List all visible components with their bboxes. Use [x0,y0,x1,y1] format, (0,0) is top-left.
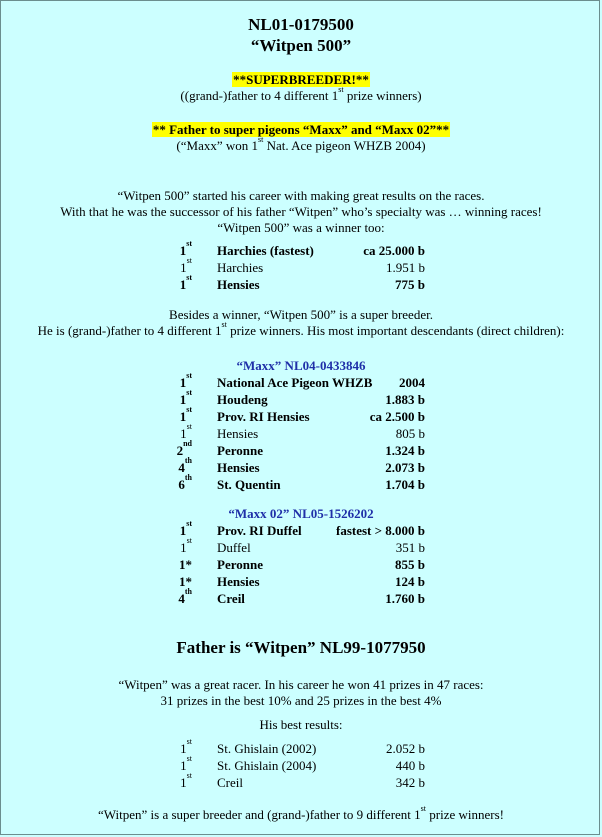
result-place: 1st [180,737,192,756]
result-value: 775 b [395,277,425,292]
father-results [1,737,601,791]
result-value: 342 b [395,775,425,790]
result-race: Peronne [217,443,263,458]
maxx-results [1,371,601,493]
maxx02-results [1,519,601,607]
intro-line-3: “Witpen 500” was a winner too: [217,220,385,235]
result-value: ca 25.000 b [363,243,425,258]
result-row [1,587,601,607]
superbreeder-badge: **SUPERBREEDER!** [233,72,369,87]
result-row [1,239,601,259]
result-row [1,273,601,293]
result-value: 124 b [395,574,425,589]
result-place: 6th [178,473,192,492]
intro-line-1: “Witpen 500” started his career with making great results on the races. [117,188,485,203]
result-place: 1st [179,519,192,538]
result-row [1,388,601,408]
result-value: 2.073 b [385,460,425,475]
result-place: 4th [178,456,192,475]
result-place: 1st [179,388,192,407]
result-race: Harchies (fastest) [217,243,314,258]
result-value: 2.052 b [386,741,425,756]
result-value: 440 b [395,758,425,773]
result-race: National Ace Pigeon WHZB [217,375,373,390]
result-value: 1.760 b [385,591,425,606]
result-race: St. Ghislain (2004) [217,758,317,773]
result-race: Prov. RI Duffel [217,523,302,538]
result-row [1,371,601,391]
father-line-1: “Witpen” was a great racer. In his career he won 41 prizes in 47 races: [118,677,484,692]
superbreeder-note: ((grand-)father to 4 different 1st prize winners) [180,85,422,103]
result-place: 1st [180,536,192,555]
father-title: Father is “Witpen” NL99-1077950 [176,638,426,657]
result-row [1,754,601,774]
result-row [1,771,601,791]
result-value: 1.704 b [385,477,425,492]
witpen500-results [1,239,601,293]
result-value: 1.951 b [386,260,425,275]
result-value: 805 b [395,426,425,441]
result-row [1,473,601,493]
result-race: Peronne [217,557,263,572]
result-row [1,456,601,476]
result-value: ca 2.500 b [369,409,425,424]
result-place: 1st [180,771,192,790]
result-value: 1.324 b [385,443,425,458]
result-row [1,573,601,590]
result-row [1,439,601,459]
result-place: 4th [178,587,192,606]
closing-line: “Witpen” is a super breeder and (grand-)father to 9 different 1st prize winners! [98,804,504,822]
result-row [1,422,601,442]
ring-number: NL01-0179500 [248,15,354,34]
result-place: 1st [180,422,192,441]
result-race: Duffel [217,540,251,555]
result-race: Hensies [217,574,260,589]
pigeon-name: “Witpen 500” [250,36,352,55]
result-race: Harchies [217,260,264,275]
father-to-badge-line [1,122,601,138]
result-value: 855 b [395,557,425,572]
result-row [1,536,601,556]
result-row [1,519,601,539]
father-line-2: 31 prizes in the best 10% and 25 prizes in the best 4% [160,693,442,708]
maxx-title: “Maxx” NL04-0433846 [236,358,366,373]
breeder-line-1: Besides a winner, “Witpen 500” is a super breeder. [169,307,433,322]
result-race: Hensies [217,460,260,475]
result-place: 2nd [176,439,192,458]
result-race: Hensies [217,277,260,292]
result-race: Hensies [217,426,259,441]
result-place: 1st [179,273,192,292]
result-place: 1* [179,574,192,589]
result-place: 1st [180,256,192,275]
result-row [1,556,601,573]
breeder-line-2: He is (grand-)father to 4 different 1st prize winners. His most important descendants (direct children): [37,320,565,338]
result-race: St. Ghislain (2002) [217,741,317,756]
intro-line-2: With that he was the successor of his father “Witpen” who’s specialty was … winning races! [60,204,542,219]
result-place: 1* [179,557,192,572]
result-value: 351 b [395,540,425,555]
result-value: 2004 [399,375,425,390]
result-place: 1st [179,239,192,258]
best-results-label: His best results: [259,717,343,732]
maxx-note: (“Maxx” won 1st Nat. Ace pigeon WHZB 2004) [176,135,426,153]
result-race: Houdeng [217,392,268,407]
result-race: St. Quentin [217,477,281,492]
result-race: Creil [217,591,245,606]
result-row [1,737,601,757]
maxx02-title: “Maxx 02” NL05-1526202 [228,506,374,521]
result-place: 1st [180,754,192,773]
result-race: Prov. RI Hensies [217,409,310,424]
result-value: 1.883 b [385,392,425,407]
result-race: Creil [217,775,243,790]
result-row [1,256,601,276]
father-to-badge: ** Father to super pigeons “Maxx” and “Maxx 02”** [152,122,450,137]
result-row [1,405,601,425]
superbreeder-badge-line [1,72,601,88]
result-value: fastest > 8.000 b [335,523,425,538]
result-place: 1st [179,371,192,390]
result-place: 1st [179,405,192,424]
